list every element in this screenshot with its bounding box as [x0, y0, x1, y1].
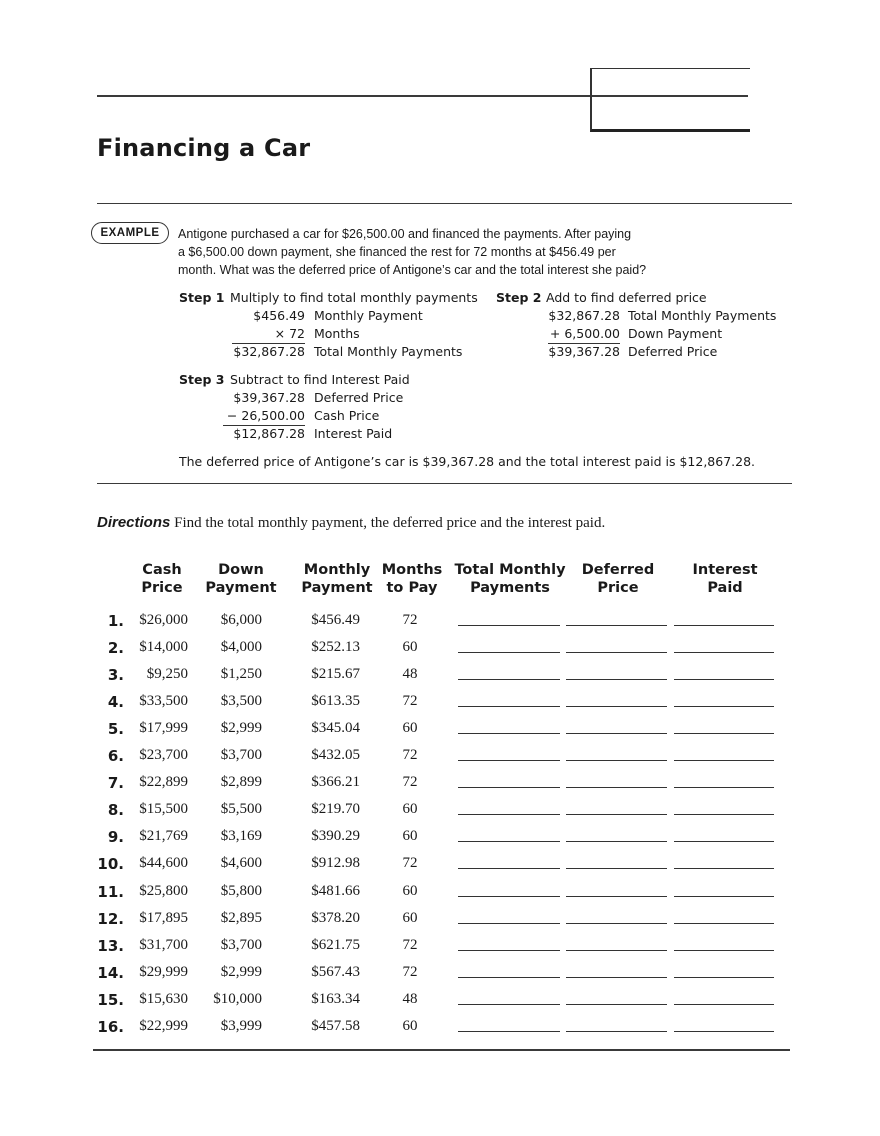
header-total-line2: Payments — [470, 580, 550, 596]
row-number: 9. — [107, 828, 124, 846]
step2-label-3: Deferred Price — [628, 344, 718, 359]
cash-price-cell: $25,800 — [139, 883, 188, 899]
monthly-payment-cell: $378.20 — [311, 910, 360, 926]
deferred-price-answer-line[interactable] — [566, 977, 667, 978]
step3-label-2: Cash Price — [314, 408, 380, 423]
header-interest-line1: Interest — [692, 562, 758, 578]
step2-label-2: Down Payment — [628, 326, 723, 341]
cash-price-cell: $14,000 — [139, 639, 188, 655]
step3-label-1: Deferred Price — [314, 390, 404, 405]
monthly-payment-cell: $219.70 — [311, 801, 360, 817]
step1-value-2: × 72 — [232, 325, 305, 344]
row-number: 13. — [97, 937, 124, 955]
months-to-pay-cell: 72 — [402, 693, 418, 709]
deferred-price-answer-line[interactable] — [566, 733, 667, 734]
cash-price-cell: $22,999 — [139, 1018, 188, 1034]
down-payment-cell: $2,895 — [220, 910, 262, 926]
total-monthly-answer-line[interactable] — [458, 977, 560, 978]
example-line-1: Antigone purchased a car for $26,500.00 and financed the payments. After paying — [178, 227, 632, 241]
down-payment-cell: $3,700 — [220, 937, 262, 953]
deferred-price-answer-line[interactable] — [566, 652, 667, 653]
deferred-price-answer-line[interactable] — [566, 923, 667, 924]
interest-paid-answer-line[interactable] — [674, 652, 774, 653]
deferred-price-answer-line[interactable] — [566, 950, 667, 951]
monthly-payment-cell: $215.67 — [311, 666, 360, 682]
row-number: 8. — [107, 801, 124, 819]
monthly-payment-cell: $567.43 — [311, 964, 360, 980]
step1-value-1: $456.49 — [253, 308, 305, 323]
directions-lead: Directions — [97, 514, 171, 531]
total-monthly-answer-line[interactable] — [458, 841, 560, 842]
months-to-pay-cell: 72 — [402, 774, 418, 790]
down-payment-cell: $1,250 — [220, 666, 262, 682]
deferred-price-answer-line[interactable] — [566, 814, 667, 815]
down-payment-cell: $2,999 — [220, 720, 262, 736]
step3-desc: Subtract to find Interest Paid — [230, 372, 410, 387]
interest-paid-answer-line[interactable] — [674, 814, 774, 815]
monthly-payment-cell: $481.66 — [311, 883, 360, 899]
total-monthly-answer-line[interactable] — [458, 1004, 560, 1005]
cash-price-cell: $17,895 — [139, 910, 188, 926]
total-monthly-answer-line[interactable] — [458, 950, 560, 951]
cash-price-cell: $44,600 — [139, 855, 188, 871]
header-monthly-payment — [296, 561, 378, 597]
interest-paid-answer-line[interactable] — [674, 706, 774, 707]
step1-label-3: Total Monthly Payments — [314, 344, 463, 359]
row-number: 16. — [97, 1018, 124, 1036]
header-monthly-line2: Payment — [301, 580, 373, 596]
interest-paid-answer-line[interactable] — [674, 787, 774, 788]
monthly-payment-cell: $345.04 — [311, 720, 360, 736]
header-cash-line2: Price — [141, 580, 183, 596]
monthly-payment-cell: $912.98 — [311, 855, 360, 871]
months-to-pay-cell: 60 — [402, 828, 418, 844]
cash-price-cell: $31,700 — [139, 937, 188, 953]
step3-label-3: Interest Paid — [314, 426, 393, 441]
cash-price-cell: $29,999 — [139, 964, 188, 980]
cash-price-cell: $22,899 — [139, 774, 188, 790]
months-to-pay-cell: 60 — [402, 639, 418, 655]
monthly-payment-cell: $390.29 — [311, 828, 360, 844]
row-number: 1. — [107, 612, 124, 630]
cash-price-cell: $33,500 — [139, 693, 188, 709]
monthly-payment-cell: $456.49 — [311, 612, 360, 628]
down-payment-cell: $3,700 — [220, 747, 262, 763]
step3-value-3: $12,867.28 — [233, 426, 305, 441]
total-monthly-answer-line[interactable] — [458, 706, 560, 707]
example-line-2: a $6,500.00 down payment, she financed the rest for 72 months at $456.49 per — [178, 245, 616, 259]
step2-desc: Add to find deferred price — [546, 290, 707, 305]
down-payment-cell: $6,000 — [220, 612, 262, 628]
header-down-payment — [200, 561, 282, 597]
months-to-pay-cell: 60 — [402, 801, 418, 817]
page-title: Financing a Car — [97, 134, 311, 162]
deferred-price-answer-line[interactable] — [566, 706, 667, 707]
deferred-price-answer-line[interactable] — [566, 868, 667, 869]
months-to-pay-cell: 60 — [402, 910, 418, 926]
cash-price-cell: $23,700 — [139, 747, 188, 763]
example-line-3: month. What was the deferred price of Antigone’s car and the total interest she paid? — [178, 263, 647, 277]
monthly-payment-cell: $252.13 — [311, 639, 360, 655]
monthly-payment-cell: $432.05 — [311, 747, 360, 763]
interest-paid-answer-line[interactable] — [674, 950, 774, 951]
row-number: 11. — [97, 883, 124, 901]
deferred-price-answer-line[interactable] — [566, 1004, 667, 1005]
total-monthly-answer-line[interactable] — [458, 625, 560, 626]
deferred-price-answer-line[interactable] — [566, 625, 667, 626]
cash-price-cell: $26,000 — [139, 612, 188, 628]
down-payment-cell: $3,169 — [220, 828, 262, 844]
step3-value-2: − 26,500.00 — [223, 407, 305, 426]
deferred-price-answer-line[interactable] — [566, 841, 667, 842]
total-monthly-answer-line[interactable] — [458, 679, 560, 680]
deferred-price-answer-line[interactable] — [566, 760, 667, 761]
directions-text: Find the total monthly payment, the deferred price and the interest paid. — [174, 515, 606, 531]
step2-value-3: $39,367.28 — [548, 344, 620, 359]
monthly-payment-cell: $613.35 — [311, 693, 360, 709]
interest-paid-answer-line[interactable] — [674, 625, 774, 626]
example-tag: EXAMPLE — [91, 222, 169, 244]
interest-paid-answer-line[interactable] — [674, 760, 774, 761]
total-monthly-answer-line[interactable] — [458, 814, 560, 815]
header-deferred-price — [572, 561, 664, 597]
months-to-pay-cell: 60 — [402, 720, 418, 736]
interest-paid-answer-line[interactable] — [674, 977, 774, 978]
months-to-pay-cell: 72 — [402, 747, 418, 763]
header-interest-paid — [680, 561, 770, 597]
header-interest-line2: Paid — [707, 580, 743, 596]
page-bottom-rule — [93, 1049, 790, 1051]
header-months-line1: Months — [381, 562, 443, 578]
interest-paid-answer-line[interactable] — [674, 841, 774, 842]
row-number: 5. — [107, 720, 124, 738]
header-down-line2: Payment — [205, 580, 277, 596]
months-to-pay-cell: 72 — [402, 855, 418, 871]
header-deferred-line2: Price — [597, 580, 639, 596]
months-to-pay-cell: 48 — [402, 666, 418, 682]
header-cash-price — [132, 561, 192, 597]
deferred-price-answer-line[interactable] — [566, 1031, 667, 1032]
down-payment-cell: $4,600 — [220, 855, 262, 871]
months-to-pay-cell: 48 — [402, 991, 418, 1007]
total-monthly-answer-line[interactable] — [458, 760, 560, 761]
total-monthly-answer-line[interactable] — [458, 652, 560, 653]
directions — [97, 514, 605, 532]
interest-paid-answer-line[interactable] — [674, 733, 774, 734]
step1-desc: Multiply to find total monthly payments — [230, 290, 478, 305]
step1-label-1: Monthly Payment — [314, 308, 423, 323]
down-payment-cell: $5,500 — [220, 801, 262, 817]
monthly-payment-cell: $163.34 — [311, 991, 360, 1007]
interest-paid-answer-line[interactable] — [674, 896, 774, 897]
total-monthly-answer-line[interactable] — [458, 896, 560, 897]
down-payment-cell: $2,899 — [220, 774, 262, 790]
deferred-price-answer-line[interactable] — [566, 679, 667, 680]
monthly-payment-cell: $457.58 — [311, 1018, 360, 1034]
example-conclusion: The deferred price of Antigone’s car is $39,367.28 and the total interest paid is $12,867.28. — [179, 454, 756, 469]
header-months-line2: to Pay — [386, 580, 438, 596]
total-monthly-answer-line[interactable] — [458, 1031, 560, 1032]
down-payment-cell: $4,000 — [220, 639, 262, 655]
down-payment-cell: $5,800 — [220, 883, 262, 899]
example-bottom-rule — [97, 483, 792, 484]
interest-paid-answer-line[interactable] — [674, 923, 774, 924]
step3-value-1: $39,367.28 — [233, 390, 305, 405]
down-payment-cell: $3,999 — [220, 1018, 262, 1034]
header-total-monthly-payments — [450, 561, 570, 597]
total-monthly-answer-line[interactable] — [458, 923, 560, 924]
row-number: 7. — [107, 774, 124, 792]
monthly-payment-cell: $366.21 — [311, 774, 360, 790]
step2-value-1: $32,867.28 — [548, 308, 620, 323]
step2-label: Step 2 — [496, 290, 542, 305]
interest-paid-answer-line[interactable] — [674, 868, 774, 869]
row-number: 14. — [97, 964, 124, 982]
interest-paid-answer-line[interactable] — [674, 1031, 774, 1032]
deferred-price-answer-line[interactable] — [566, 896, 667, 897]
row-number: 4. — [107, 693, 124, 711]
down-payment-cell: $2,999 — [220, 964, 262, 980]
months-to-pay-cell: 72 — [402, 937, 418, 953]
months-to-pay-cell: 72 — [402, 612, 418, 628]
step3-label: Step 3 — [179, 372, 225, 387]
header-deferred-line1: Deferred — [581, 562, 655, 578]
row-number: 2. — [107, 639, 124, 657]
step2-value-2: + 6,500.00 — [548, 325, 620, 344]
down-payment-cell: $3,500 — [220, 693, 262, 709]
interest-paid-answer-line[interactable] — [674, 1004, 774, 1005]
row-number: 3. — [107, 666, 124, 684]
cash-price-cell: $9,250 — [146, 666, 188, 682]
monthly-payment-cell: $621.75 — [311, 937, 360, 953]
header-total-line1: Total Monthly — [454, 562, 566, 578]
cash-price-cell: $15,630 — [139, 991, 188, 1007]
deferred-price-answer-line[interactable] — [566, 787, 667, 788]
total-monthly-answer-line[interactable] — [458, 868, 560, 869]
row-number: 15. — [97, 991, 124, 1009]
step1-label: Step 1 — [179, 290, 225, 305]
cash-price-cell: $17,999 — [139, 720, 188, 736]
months-to-pay-cell: 60 — [402, 883, 418, 899]
row-number: 10. — [97, 855, 124, 873]
step1-value-3: $32,867.28 — [233, 344, 305, 359]
name-box — [590, 68, 750, 132]
cash-price-cell: $15,500 — [139, 801, 188, 817]
header-down-line1: Down — [218, 562, 264, 578]
step1-label-2: Months — [314, 326, 360, 341]
header-cash-line1: Cash — [142, 562, 182, 578]
interest-paid-answer-line[interactable] — [674, 679, 774, 680]
total-monthly-answer-line[interactable] — [458, 787, 560, 788]
row-number: 12. — [97, 910, 124, 928]
header-months-to-pay — [380, 561, 444, 597]
months-to-pay-cell: 60 — [402, 1018, 418, 1034]
title-rule — [97, 203, 792, 204]
row-number: 6. — [107, 747, 124, 765]
header-monthly-line1: Monthly — [303, 562, 371, 578]
step2-label-1: Total Monthly Payments — [628, 308, 777, 323]
months-to-pay-cell: 72 — [402, 964, 418, 980]
total-monthly-answer-line[interactable] — [458, 733, 560, 734]
down-payment-cell: $10,000 — [213, 991, 262, 1007]
cash-price-cell: $21,769 — [139, 828, 188, 844]
